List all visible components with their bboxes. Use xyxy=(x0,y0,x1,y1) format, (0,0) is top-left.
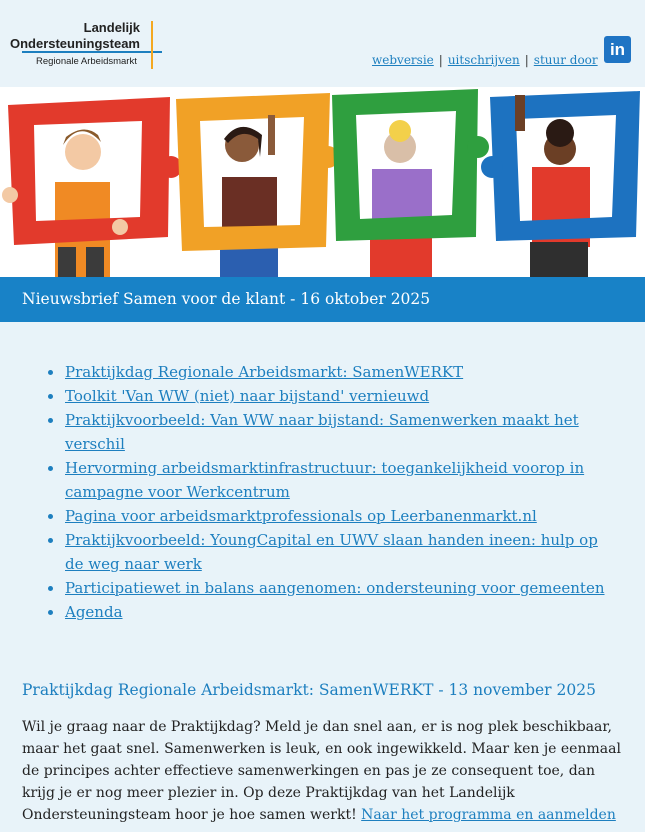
newsletter-banner xyxy=(0,277,645,322)
toc-link[interactable]: Praktijkvoorbeeld: YoungCapital en UWV slaan handen ineen: hulp op de weg naar werk xyxy=(65,531,598,573)
toc-item xyxy=(45,576,620,600)
toc-link[interactable]: Pagina voor arbeidsmarktprofessionals op Leerbanenmarkt.nl xyxy=(65,507,537,525)
header xyxy=(0,0,645,87)
stuur-door-link[interactable]: stuur door xyxy=(533,53,598,67)
toc-item xyxy=(45,600,620,624)
linkedin-icon[interactable]: in xyxy=(604,36,631,63)
toc-item xyxy=(45,360,620,384)
toc-link[interactable]: Agenda xyxy=(65,603,123,621)
link-separator: | xyxy=(524,53,529,67)
uitschrijven-link[interactable]: uitschrijven xyxy=(447,53,520,67)
logo-line1: Landelijk xyxy=(83,20,140,35)
toc-link[interactable]: Toolkit 'Van WW (niet) naar bijstand' vernieuwd xyxy=(65,387,430,405)
table-of-contents xyxy=(45,360,620,624)
logo-divider xyxy=(22,51,162,53)
article-body xyxy=(22,716,626,826)
program-signup-link[interactable]: Naar het programma en aanmelden xyxy=(361,807,616,823)
hero-illustration xyxy=(0,87,645,277)
toc-link[interactable]: Praktijkdag Regionale Arbeidsmarkt: SamenWERKT xyxy=(65,363,464,381)
toc-item xyxy=(45,504,620,528)
link-separator: | xyxy=(438,53,443,67)
toc-item xyxy=(45,528,620,576)
webversie-link[interactable]: webversie xyxy=(372,53,434,67)
toc-link[interactable]: Praktijkvoorbeeld: Van WW naar bijstand: Samenwerken maakt het verschil xyxy=(65,411,579,453)
logo[interactable] xyxy=(9,18,162,72)
toc-item xyxy=(45,384,620,408)
article-body-text: Wil je graag naar de Praktijkdag? Meld je dan snel aan, er is nog plek beschikbaar, maar het gaat snel. Samenwerken is leuk, en ook ingewikkeld. Maar ken je eenmaal de principes achter effectieve samenwerkingen en pas je ze consequent toe, dan krijg je er nog meer plezier in. Op deze Praktijkdag van het Landelijk Ondersteuningsteam hoor je hoe samen werkt! xyxy=(22,719,621,823)
toc-item xyxy=(45,456,620,504)
newsletter-title: Nieuwsbrief Samen voor de klant - 16 oktober 2025 xyxy=(22,290,431,308)
toc-link[interactable]: Hervorming arbeidsmarktinfrastructuur: toegankelijkheid voorop in campagne voor Werkcentrum xyxy=(65,459,585,501)
logo-line2: Ondersteuningsteam xyxy=(9,36,140,51)
toc-item xyxy=(45,408,620,456)
logo-line3: Regionale Arbeidsmarkt xyxy=(36,56,137,67)
logo-accent-bar xyxy=(151,21,153,69)
toc-link[interactable]: Participatiewet in balans aangenomen: ondersteuning voor gemeenten xyxy=(65,579,605,597)
header-links xyxy=(372,53,598,67)
article-title: Praktijkdag Regionale Arbeidsmarkt: SamenWERKT - 13 november 2025 xyxy=(22,681,596,699)
